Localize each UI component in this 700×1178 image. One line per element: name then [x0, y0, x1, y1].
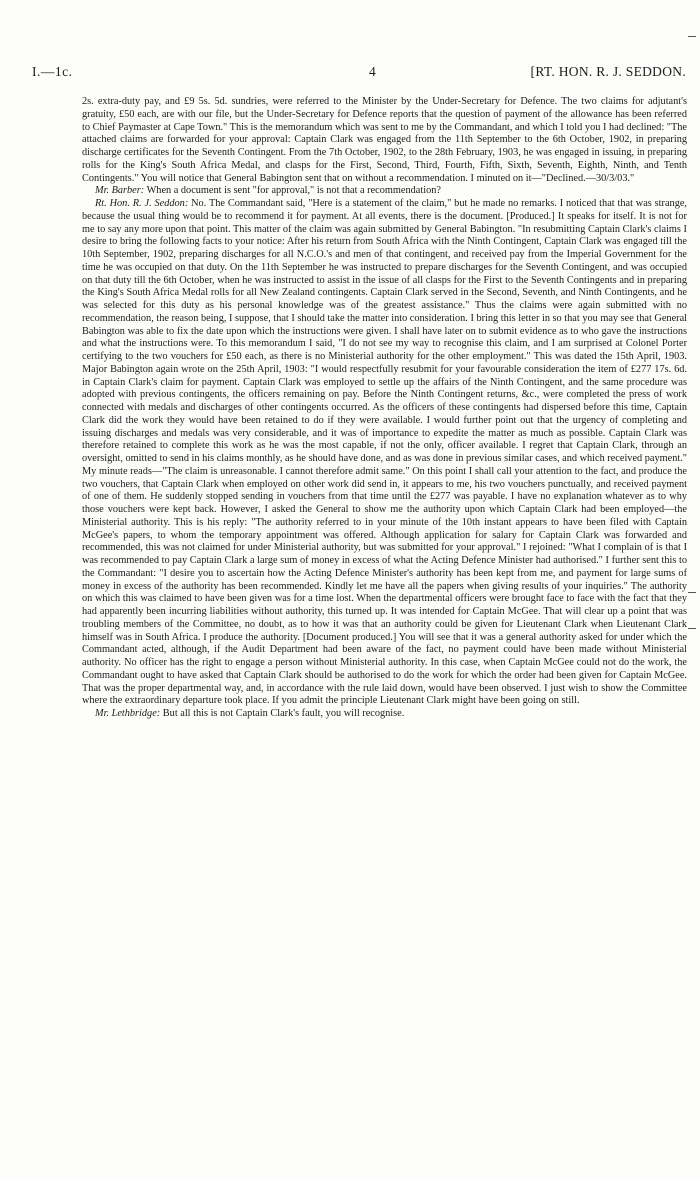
speaker-name: Mr. Lethbridge:: [95, 708, 161, 719]
paragraph: [82, 96, 687, 185]
running-title: [RT. HON. R. J. SEDDON.: [530, 64, 686, 79]
paragraph-text: But all this is not Captain Clark's fault, you will recognise.: [162, 708, 405, 719]
paragraph: [82, 198, 687, 708]
paragraph-text: When a document is sent "for approval," is not that a recommendation?: [146, 185, 441, 197]
margin-mark: [688, 36, 696, 37]
speaker-name: Rt. Hon. R. J. Seddon:: [95, 198, 189, 209]
margin-mark: [688, 592, 696, 593]
speaker-name: Mr. Barber:: [95, 185, 145, 197]
paragraph: [82, 708, 687, 721]
page-number: 4: [369, 64, 376, 79]
paragraph: [82, 185, 687, 198]
paragraph-text: No. The Commandant said, "Here is a statement of the claim," but he made no remarks. I noticed that that was strange, because the usual thing would be to recommend it for payment. At all events, there is the document. [Produced.] It speaks for itself. It is not for me to say any more upon that point. This matter of the claim was again submitted by General Babington. "In resubmitting Captain Clark's claims I desire to bring the following facts to your notice: After his return from South Africa with the Ninth Contingent, Captain Clark was engaged till the 10th September, 1902, preparing discharges for all N.C.O.'s and men of that contingent, and received pay from the Imperial Government for the time he was occupied on that duty. On the 11th September he was instructed to prepare discharges for the Seventh Contingent, and was occupied on that duty till the 6th October, when he was instructed to assist in the issue of all clasps for the First to the Seventh Contingents and in preparing the King's South Africa Medal rolls for all New Zealand contingents. Captain Clark served in the Second, Seventh, and Ninth Contingents, and he was selected for this duty as his personal knowledge was of the greatest assistance." Thus the claims were again submitted with no recommendation, the reason being, I suppose, that I should take the matter into consideration. I bring this letter in so that you may see that General Babington was able to fix the date upon which the instructions were given. I shall have later on to submit evidence as to who gave the instructions and what the instructions were. To this memorandum I said, "I do not see my way to recognise this claim, and I am surprised at Colonel Porter certifying to the two vouchers for £50 each, as there is no Ministerial authority for the other employment." This was dated the 15th April, 1903. Major Babington again wrote on the 25th April, 1903: "I would respectfully resubmit for your favourable consideration the item of £277 17s. 6d. in Captain Clark's claim for payment. Captain Clark was employed to settle up the affairs of the Ninth Contingent, and the same procedure was adopted with previous contingents, the officers remaining on pay. Before the Ninth Contingent returns, &c., were completed the press of work connected with medals and discharges of other contingents occurred. As the officers of these contingents had dispersed before this time, Captain Clark did the work they would have been retained to do if they were available. I would further point out that the urgency of completing and issuing discharges and medals was very considerable, and it was of importance to expedite the matter as much as possible. Captain Clark was therefore retained to complete this work as he was the most capable, if not the only, officer available. I regret that Captain Clark, through an oversight, omitted to send in his claims monthly, as he should have done, and as was done in previous similar cases, and which received payment." My minute reads—"The claim is unreasonable. I cannot therefore admit same." On this point I shall call your attention to the fact, and produce the two vouchers, that Captain Clark when employed on other work did send in, it appears to me, his two vouchers punctually, and received payment of one of them. He suddenly stopped sending in vouchers from that time until the £277 was payable. I have no explanation whatever as to why those vouchers were kept back. However, I asked the General to show me the authority upon which Captain Clark had been employed—the Ministerial authority. This is his reply: "The authority referred to in your minute of the 10th instant appears to have been filed with Captain McGee's papers, to whom the temporary appointment was offered. Although application for salary for Captain Clark was forwarded and recommended, this was not claimed for under Ministerial authority, but was submitted for your approval." I rejoined: "What I complain of is that I was recommended to pay Captain Clark a large sum of money in excess of what the Acting Defence Minister had authorised." I further sent this to the Commandant: "I desire you to ascertain how the Acting Defence Minister's authority has been kept from me, and payment for large sums of money in excess of the authority has been recommended. Kindly let me have all the papers when giving results of your inquiries." The authority on which this was claimed to have been given was for a time lost. When the departmental officers were brought face to face with the fact that they had apparently been incurring liabilities without authority, this turned up. It was intended for Captain McGee. That will clear up a point that was troubling members of the Committee, no doubt, as to how it was that an authority could be given for Lieutenant Clark when Lieutenant Clark himself was in South Africa. I produce the authority. [Document produced.] You will see that it was a general authority asked for under which the Commandant acted, although, if the Audit Department had been aware of the fact, no payment could have been made without Ministerial authority. No officer has the right to engage a person without Ministerial authority. In this case, when Captain McGee could not do the work, the Commandant ought to have asked that Captain Clark should be authorised to do the work for which the order had been given for Captain McGee. That was the proper departmental way, and, in accordance with the rule laid down, would have been observed. I just wish to show the Committee where the extraordinary departure took place. If you admit the principle Lieutenant Clark might have been going on still.: [82, 198, 687, 707]
page-header: [32, 64, 686, 84]
margin-mark: [688, 628, 696, 629]
paragraph-text: 2s. extra-duty pay, and £9 5s. 5d. sundries, were referred to the Minister by the Under-Secretary for Defence. The two claims for adjutant's gratuity, £50 each, are with our file, but the Under-Secretary for Defence reports that the question of payment of the allowance has been referred to Chief Paymaster at Cape Town." This is the memorandum which was sent to me by the Commandant, and which I told you I had declined: "The attached claims are forwarded for your approval: Captain Clark was engaged from the 11th September to the 6th October, 1902, in preparing discharge certificates for the Seventh Contingent. From the 7th October, 1902, to the 28th February, 1903, he was engaged in issuing, in preparing rolls for the King's South Africa Medal, and clasps for the First, Second, Third, Fourth, Fifth, Sixth, Seventh, Eighth, Ninth, and Tenth Contingents." You will notice that General Babington sent that on without a recommendation. I minuted on it—"Declined.—30/3/03.": [82, 96, 687, 184]
document-reference: I.—1c.: [32, 64, 73, 79]
body-text: [82, 96, 687, 721]
